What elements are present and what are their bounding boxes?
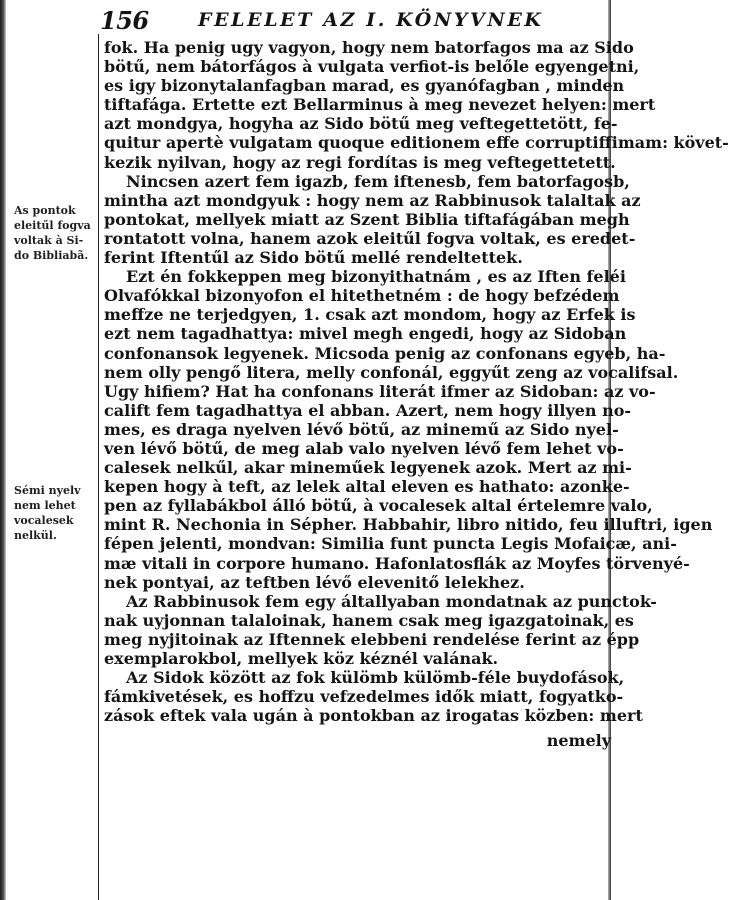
page-edge-left: [0, 0, 6, 900]
margin-note-line: voltak à Si-: [14, 234, 84, 247]
text-line: Az Sidok között az fok külömb külömb-féle buydofások,: [126, 668, 625, 688]
page-header: [100, 4, 611, 34]
margin-note-nyelv: [14, 483, 98, 543]
text-line: Az Rabbinusok fem egy általlyaban mondatnak az punctok-: [126, 591, 657, 611]
margin-note-line: vocalesek: [14, 514, 74, 527]
margin-note-line: eleitűl fogva: [14, 219, 91, 232]
margin-note-pontok: [14, 203, 98, 263]
text-line: ferint Iftentűl az Sido bötű mellé rendeltettek.: [104, 248, 523, 268]
page-number: 156: [100, 6, 149, 35]
text-line: fámkivetések, es hoffzu vefzedelmes idők miatt, fogyatko-: [104, 687, 624, 707]
text-line: Olvafókkal bizonyofon el hitethetném : de hogy befzédem: [104, 286, 620, 306]
margin-note-line: As pontok: [14, 204, 76, 217]
text-line: tiftafága. Ertette ezt Bellarminus à meg nevezet helyen: mert: [104, 95, 656, 115]
running-head: FELELET AZ I. KÖNYVNEK: [198, 9, 544, 31]
text-line: nek pontyai, az teftben lévő elevenitő lelekhez.: [104, 572, 525, 592]
text-line: kezik nyilvan, hogy az regi fordítas is meg veftegettetett.: [104, 152, 616, 172]
text-line: fok. Ha penig ugy vagyon, hogy nem batorfagos ma az Sido: [104, 38, 634, 57]
text-line: calesek nelkűl, akar mineműek legyenek azok. Mert az mi-: [104, 458, 632, 478]
text-line: confonansok legyenek. Micsoda penig az confonans egyeb, ha-: [104, 343, 666, 363]
margin-note-line: nelkül.: [14, 529, 57, 542]
text-line: meffze ne terjedgyen, 1. csak azt mondom, hogy az Erfek is: [104, 305, 636, 325]
body-text: [104, 38, 729, 900]
text-line: pen az fyllabákbol álló bötű, à vocalesek altal értelemre valo,: [104, 496, 653, 516]
text-line: bötű, nem bátorfágos à vulgata verfiot-is belőle egyengetni,: [104, 57, 640, 77]
text-line: azt mondgya, hogyha az Sido bötű meg veftegettetött, fe-: [104, 114, 618, 134]
text-line: kepen hogy à teft, az lelek altal eleven es hathato: azonke-: [104, 477, 630, 497]
text-line: mintha azt mondgyuk : hogy nem az Rabbinusok talaltak az: [104, 190, 641, 210]
text-line: Nincsen azert fem igazb, fem iftenesb, fem batorfagosb,: [126, 171, 630, 191]
margin-note-line: do Bibliabã.: [14, 249, 89, 262]
text-line: ven lévő bötű, de meg alab valo nyelven lévő fem lehet vo-: [104, 438, 624, 458]
text-line: es igy bizonytalanfagban marad, es gyanófagban , minden: [104, 76, 625, 96]
text-line: quitur apertè vulgatam quoque editionem effe corruptiffimam: követ-: [104, 133, 729, 153]
margin-note-line: nem lehet: [14, 499, 76, 512]
text-line: exemplarokbol, mellyek köz kéznél valának.: [104, 649, 499, 668]
text-line: meg nyjitoinak az Iftennek elebbeni rendelése ferint az épp: [104, 629, 640, 649]
text-line: mint R. Nechonia in Sépher. Habbahir, libro nitido, feu illuftri, igen: [104, 515, 713, 535]
text-line: mes, es draga nyelven lévő bötű, az minemű az Sido nyel-: [104, 419, 619, 439]
column-rule: [98, 34, 99, 900]
text-line: fépen jelenti, mondvan: Similia funt puncta Legis Mofaicæ, ani-: [104, 534, 677, 554]
margin-note-line: Sémi nyelv: [14, 484, 81, 497]
text-line: nak uyjonnan talaloinak, hanem csak meg igazgatoinak, es: [104, 610, 634, 630]
text-line: ezt nem tagadhattya: mivel megh engedi, hogy az Sidoban: [104, 324, 627, 344]
catchword: nemely: [546, 731, 611, 751]
text-line: zások eftek vala ugán à pontokban az irogatas közben: mert: [104, 706, 643, 726]
text-line: Ezt én fokkeppen meg bizonyithatnám , es az Iften feléi: [126, 267, 626, 287]
text-line: Ugy hifiem? Hat ha confonans literát ifmer az Sidoban: az vo-: [104, 381, 656, 401]
text-line: nem olly pengő litera, melly confonál, eggyűt zeng az vocalifsal.: [104, 362, 679, 382]
text-line: pontokat, mellyek miatt az Szent Biblia tiftafágában megh: [104, 209, 630, 229]
text-line: calift fem tagadhattya el abban. Azert, nem hogy illyen no-: [104, 400, 632, 420]
text-line: rontatott volna, hanem azok eleitűl fogva voltak, es eredet-: [104, 228, 636, 248]
text-line: mæ vitali in corpore humano. Hafonlatosflák az Moyfes törvenyé-: [104, 553, 690, 573]
